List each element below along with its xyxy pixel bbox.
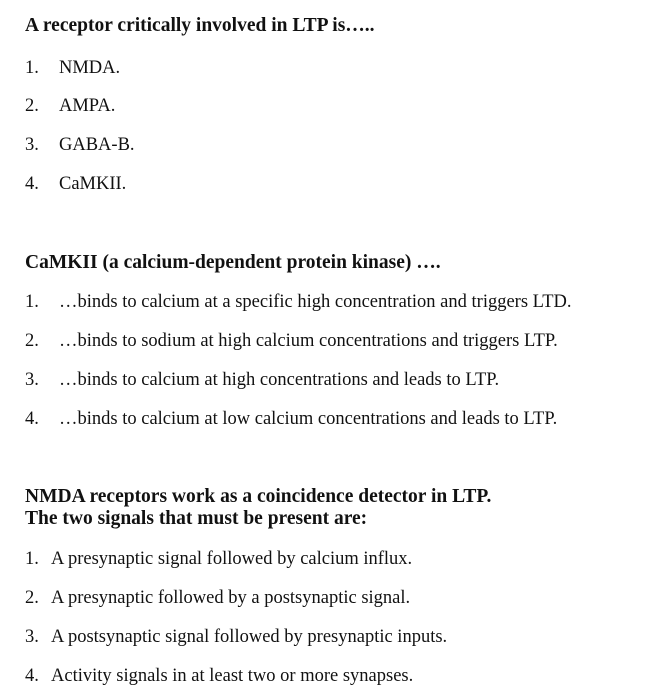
- option-number: 3.: [25, 370, 39, 390]
- question-3-option-3: [25, 626, 447, 648]
- option-number: 4.: [25, 666, 39, 686]
- question-1-option-1: [25, 57, 120, 79]
- option-number: 4.: [25, 174, 39, 194]
- option-text: …binds to sodium at high calcium concentrations and triggers LTP.: [59, 331, 558, 351]
- question-2-option-3: [25, 369, 499, 391]
- option-number: 1.: [25, 292, 39, 312]
- question-2-option-4: [25, 408, 557, 430]
- option-number: 3.: [25, 135, 39, 155]
- option-text: A postsynaptic signal followed by presynaptic inputs.: [51, 627, 448, 647]
- option-text: GABA-B.: [59, 135, 135, 155]
- question-1-option-4: [25, 173, 126, 195]
- question-3-option-1: [25, 548, 412, 570]
- option-number: 4.: [25, 409, 39, 429]
- option-number: 2.: [25, 96, 39, 116]
- option-text: …binds to calcium at low calcium concentrations and leads to LTP.: [59, 409, 558, 429]
- option-text: …binds to calcium at a specific high concentration and triggers LTD.: [59, 292, 572, 312]
- question-1-option-2: [25, 95, 115, 117]
- question-1-title: A receptor critically involved in LTP is…..: [25, 15, 375, 36]
- question-2-title: CaMKII (a calcium-dependent protein kinase) ….: [25, 252, 441, 273]
- option-number: 2.: [25, 331, 39, 351]
- option-text: A presynaptic followed by a postsynaptic signal.: [51, 588, 411, 608]
- question-3-title-line-2: The two signals that must be present are:: [25, 508, 368, 529]
- option-text: A presynaptic signal followed by calcium influx.: [51, 549, 413, 569]
- question-1-option-3: [25, 134, 135, 156]
- option-number: 1.: [25, 58, 39, 78]
- option-number: 1.: [25, 549, 39, 569]
- option-number: 2.: [25, 588, 39, 608]
- question-2-option-1: [25, 291, 572, 313]
- question-3-title-line-1: NMDA receptors work as a coincidence detector in LTP.: [25, 486, 492, 507]
- question-3-option-4: [25, 665, 413, 687]
- option-text: CaMKII.: [59, 174, 127, 194]
- option-text: AMPA.: [59, 96, 116, 116]
- option-number: 3.: [25, 627, 39, 647]
- option-text: …binds to calcium at high concentrations and leads to LTP.: [59, 370, 500, 390]
- question-3-option-2: [25, 587, 410, 609]
- option-text: Activity signals in at least two or more synapses.: [51, 666, 414, 686]
- question-2-option-2: [25, 330, 558, 352]
- option-text: NMDA.: [59, 58, 121, 78]
